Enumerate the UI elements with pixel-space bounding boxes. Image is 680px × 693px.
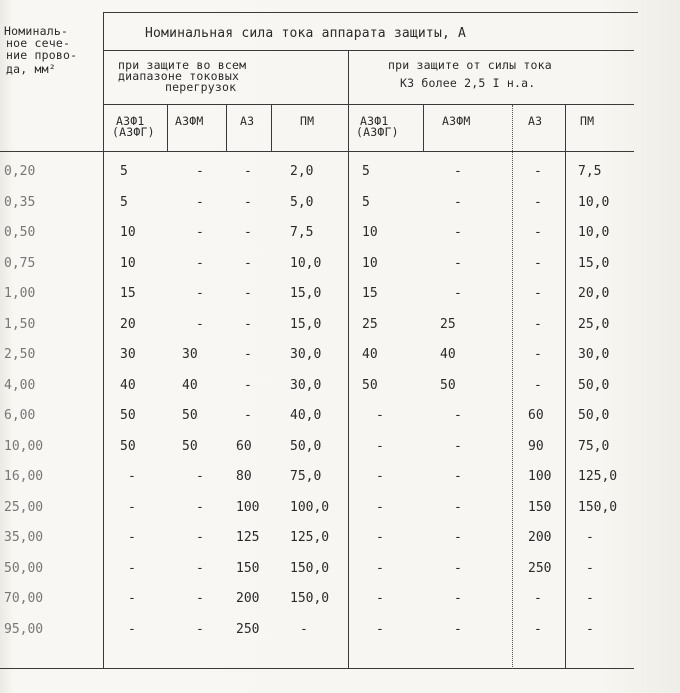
table-cell: -: [454, 500, 462, 515]
table-cell: -: [534, 591, 542, 606]
table-cell: -: [128, 500, 136, 515]
row-section-value: 16,00: [4, 469, 44, 484]
table-cell: 50: [182, 408, 198, 423]
row-section-value: 50,00: [4, 561, 44, 576]
table-cell: -: [376, 530, 384, 545]
table-cell: -: [244, 317, 252, 332]
table-cell: 50: [120, 439, 136, 454]
table-cell: -: [454, 622, 462, 637]
table-cell: 15,0: [290, 317, 322, 332]
col-azfm-short: АЗФМ: [442, 114, 471, 128]
table-cell: -: [376, 561, 384, 576]
table-cell: 30: [182, 347, 198, 362]
table-cell: -: [196, 225, 204, 240]
table-cell: -: [196, 469, 204, 484]
table-cell: 125,0: [290, 530, 330, 545]
col-azfm-overload: АЗФМ: [175, 114, 204, 128]
table-cell: -: [244, 195, 252, 210]
table-cell: 10: [120, 225, 136, 240]
table-cell: 30,0: [290, 347, 322, 362]
table-cell: 7,5: [578, 164, 602, 179]
table-cell: -: [128, 622, 136, 637]
table-cell: 125,0: [578, 469, 618, 484]
table-cell: -: [534, 622, 542, 637]
table-cell: 40: [440, 347, 456, 362]
row-section-value: 10,00: [4, 439, 44, 454]
table-cell: 5: [362, 195, 370, 210]
table-cell: 50: [440, 378, 456, 393]
table-cell: -: [128, 591, 136, 606]
col-divider-6-dotted: [512, 105, 513, 669]
col-pm-short: ПМ: [580, 114, 595, 128]
table-cell: -: [196, 591, 204, 606]
table-cell: -: [244, 347, 252, 362]
table-cell: 60: [528, 408, 544, 423]
row-section-value: 6,00: [4, 408, 36, 423]
table-cell: -: [128, 530, 136, 545]
table-cell: 10,0: [578, 225, 610, 240]
group-short-line-1: при защите от силы тока: [388, 58, 552, 72]
table-cell: 40: [182, 378, 198, 393]
table-cell: -: [244, 225, 252, 240]
group-overload-line-3: перегрузок: [165, 80, 237, 94]
table-cell: -: [376, 439, 384, 454]
table-cell: -: [586, 530, 594, 545]
table-cell: -: [534, 256, 542, 271]
table-cell: 50,0: [578, 378, 610, 393]
table-cell: 10,0: [290, 256, 322, 271]
row-section-value: 0,35: [4, 195, 36, 210]
table-cell: -: [244, 164, 252, 179]
table-cell: 10,0: [578, 195, 610, 210]
section-header-line-1: Номиналь-: [4, 24, 69, 38]
table-cell: 10: [362, 256, 378, 271]
table-cell: 100: [528, 469, 552, 484]
table-cell: -: [196, 286, 204, 301]
table-cell: -: [534, 378, 542, 393]
table-cell: 90: [528, 439, 544, 454]
table-cell: -: [454, 225, 462, 240]
table-cell: 20: [120, 317, 136, 332]
table-cell: -: [128, 561, 136, 576]
section-header-line-2: ное сече-: [6, 36, 71, 50]
table-cell: 25: [440, 317, 456, 332]
table-cell: 15,0: [578, 256, 610, 271]
table-cell: 50: [362, 378, 378, 393]
group-divider: [348, 51, 349, 669]
col-azf1-overload: АЗФ1: [116, 114, 145, 128]
table-cell: -: [376, 622, 384, 637]
header-bottom-border: [0, 151, 634, 152]
table-cell: 250: [528, 561, 552, 576]
table-cell: -: [534, 225, 542, 240]
row-section-value: 95,00: [4, 622, 44, 637]
row-section-value: 1,50: [4, 317, 36, 332]
table-cell: 25: [362, 317, 378, 332]
table-cell: 150: [236, 561, 260, 576]
col-az-overload: АЗ: [240, 114, 255, 128]
table-cell: -: [586, 591, 594, 606]
col-pm-overload: ПМ: [300, 114, 315, 128]
table-cell: 200: [528, 530, 552, 545]
table-cell: 10: [362, 225, 378, 240]
table-bottom-border: [0, 668, 634, 669]
row-section-value: 1,00: [4, 286, 36, 301]
table-cell: 20,0: [578, 286, 610, 301]
table-cell: 250: [236, 622, 260, 637]
table-cell: -: [454, 439, 462, 454]
table-cell: -: [586, 561, 594, 576]
table-cell: -: [376, 591, 384, 606]
table-cell: -: [244, 378, 252, 393]
table-cell: -: [196, 195, 204, 210]
table-cell: -: [534, 195, 542, 210]
col-divider-5: [423, 105, 424, 151]
col-azf1-short: АЗФ1: [360, 114, 389, 128]
table-cell: -: [196, 164, 204, 179]
table-cell: 100: [236, 500, 260, 515]
row-section-value: 0,75: [4, 256, 36, 271]
table-cell: 75,0: [578, 439, 610, 454]
table-cell: 50: [182, 439, 198, 454]
table-cell: -: [454, 195, 462, 210]
table-cell: -: [244, 256, 252, 271]
table-cell: 5,0: [290, 195, 314, 210]
table-cell: -: [454, 286, 462, 301]
table-cell: -: [376, 500, 384, 515]
table-cell: 125: [236, 530, 260, 545]
col-az-short: АЗ: [528, 114, 543, 128]
row-section-value: 0,20: [4, 164, 36, 179]
table-cell: 15,0: [290, 286, 322, 301]
table-cell: -: [534, 347, 542, 362]
table-cell: 15: [120, 286, 136, 301]
table-cell: -: [376, 469, 384, 484]
table-cell: 75,0: [290, 469, 322, 484]
group-overload-line-1: при защите во всем: [118, 58, 247, 72]
table-cell: 200: [236, 591, 260, 606]
col-divider-3: [271, 105, 272, 151]
table-cell: 150: [528, 500, 552, 515]
table-cell: 150,0: [578, 500, 618, 515]
col-azfg-short: (АЗФГ): [356, 125, 399, 139]
row-section-value: 0,50: [4, 225, 36, 240]
table-cell: -: [534, 286, 542, 301]
table-cell: 150,0: [290, 591, 330, 606]
table-cell: -: [196, 500, 204, 515]
table-cell: -: [454, 469, 462, 484]
table-cell: 50,0: [290, 439, 322, 454]
table-cell: 40: [120, 378, 136, 393]
table-cell: 40,0: [290, 408, 322, 423]
group-short-line-2: КЗ более 2,5 I н.а.: [400, 76, 536, 90]
table-cell: 50: [120, 408, 136, 423]
table-cell: 100,0: [290, 500, 330, 515]
col-divider-1: [167, 105, 168, 151]
col-divider-2: [226, 105, 227, 151]
table-cell: 2,0: [290, 164, 314, 179]
table-cell: -: [196, 622, 204, 637]
table-cell: 30,0: [578, 347, 610, 362]
table-cell: -: [454, 591, 462, 606]
table-cell: 50,0: [578, 408, 610, 423]
table-cell: 60: [236, 439, 252, 454]
table-cell: -: [196, 561, 204, 576]
table-cell: 40: [362, 347, 378, 362]
table-cell: 150,0: [290, 561, 330, 576]
main-title: Номинальная сила тока аппарата защиты, А: [145, 26, 467, 41]
table-cell: -: [534, 164, 542, 179]
row-section-value: 4,00: [4, 378, 36, 393]
col-divider-7: [565, 105, 566, 669]
row-section-value: 35,00: [4, 530, 44, 545]
table-cell: -: [454, 561, 462, 576]
table-cell: 5: [120, 195, 128, 210]
table-cell: 25,0: [578, 317, 610, 332]
table-cell: -: [454, 408, 462, 423]
table-cell: -: [454, 530, 462, 545]
title-underline: [104, 50, 634, 51]
table-cell: 15: [362, 286, 378, 301]
table-cell: -: [244, 408, 252, 423]
table-cell: 7,5: [290, 225, 314, 240]
table-cell: -: [454, 256, 462, 271]
col-azfg-overload: (АЗФГ): [112, 125, 155, 139]
table-cell: 5: [120, 164, 128, 179]
table-cell: -: [196, 317, 204, 332]
row-section-value: 2,50: [4, 347, 36, 362]
section-column-divider: [103, 12, 104, 669]
table-cell: 80: [236, 469, 252, 484]
table-cell: 5: [362, 164, 370, 179]
group-underline: [104, 104, 634, 105]
table-cell: -: [454, 164, 462, 179]
table-top-border: [104, 12, 638, 13]
table-cell: -: [376, 408, 384, 423]
table-cell: 30: [120, 347, 136, 362]
section-header-line-4: да, мм²: [6, 62, 56, 76]
group-overload-line-2: диапазоне токовых: [118, 69, 240, 83]
table-cell: -: [244, 286, 252, 301]
table-cell: -: [128, 469, 136, 484]
table-cell: -: [534, 317, 542, 332]
table-cell: -: [300, 622, 308, 637]
row-section-value: 25,00: [4, 500, 44, 515]
table-cell: 10: [120, 256, 136, 271]
table-cell: -: [196, 256, 204, 271]
table-cell: 30,0: [290, 378, 322, 393]
row-section-value: 70,00: [4, 591, 44, 606]
table-cell: -: [586, 622, 594, 637]
table-cell: -: [196, 530, 204, 545]
section-header-line-3: ние прово-: [6, 48, 78, 62]
